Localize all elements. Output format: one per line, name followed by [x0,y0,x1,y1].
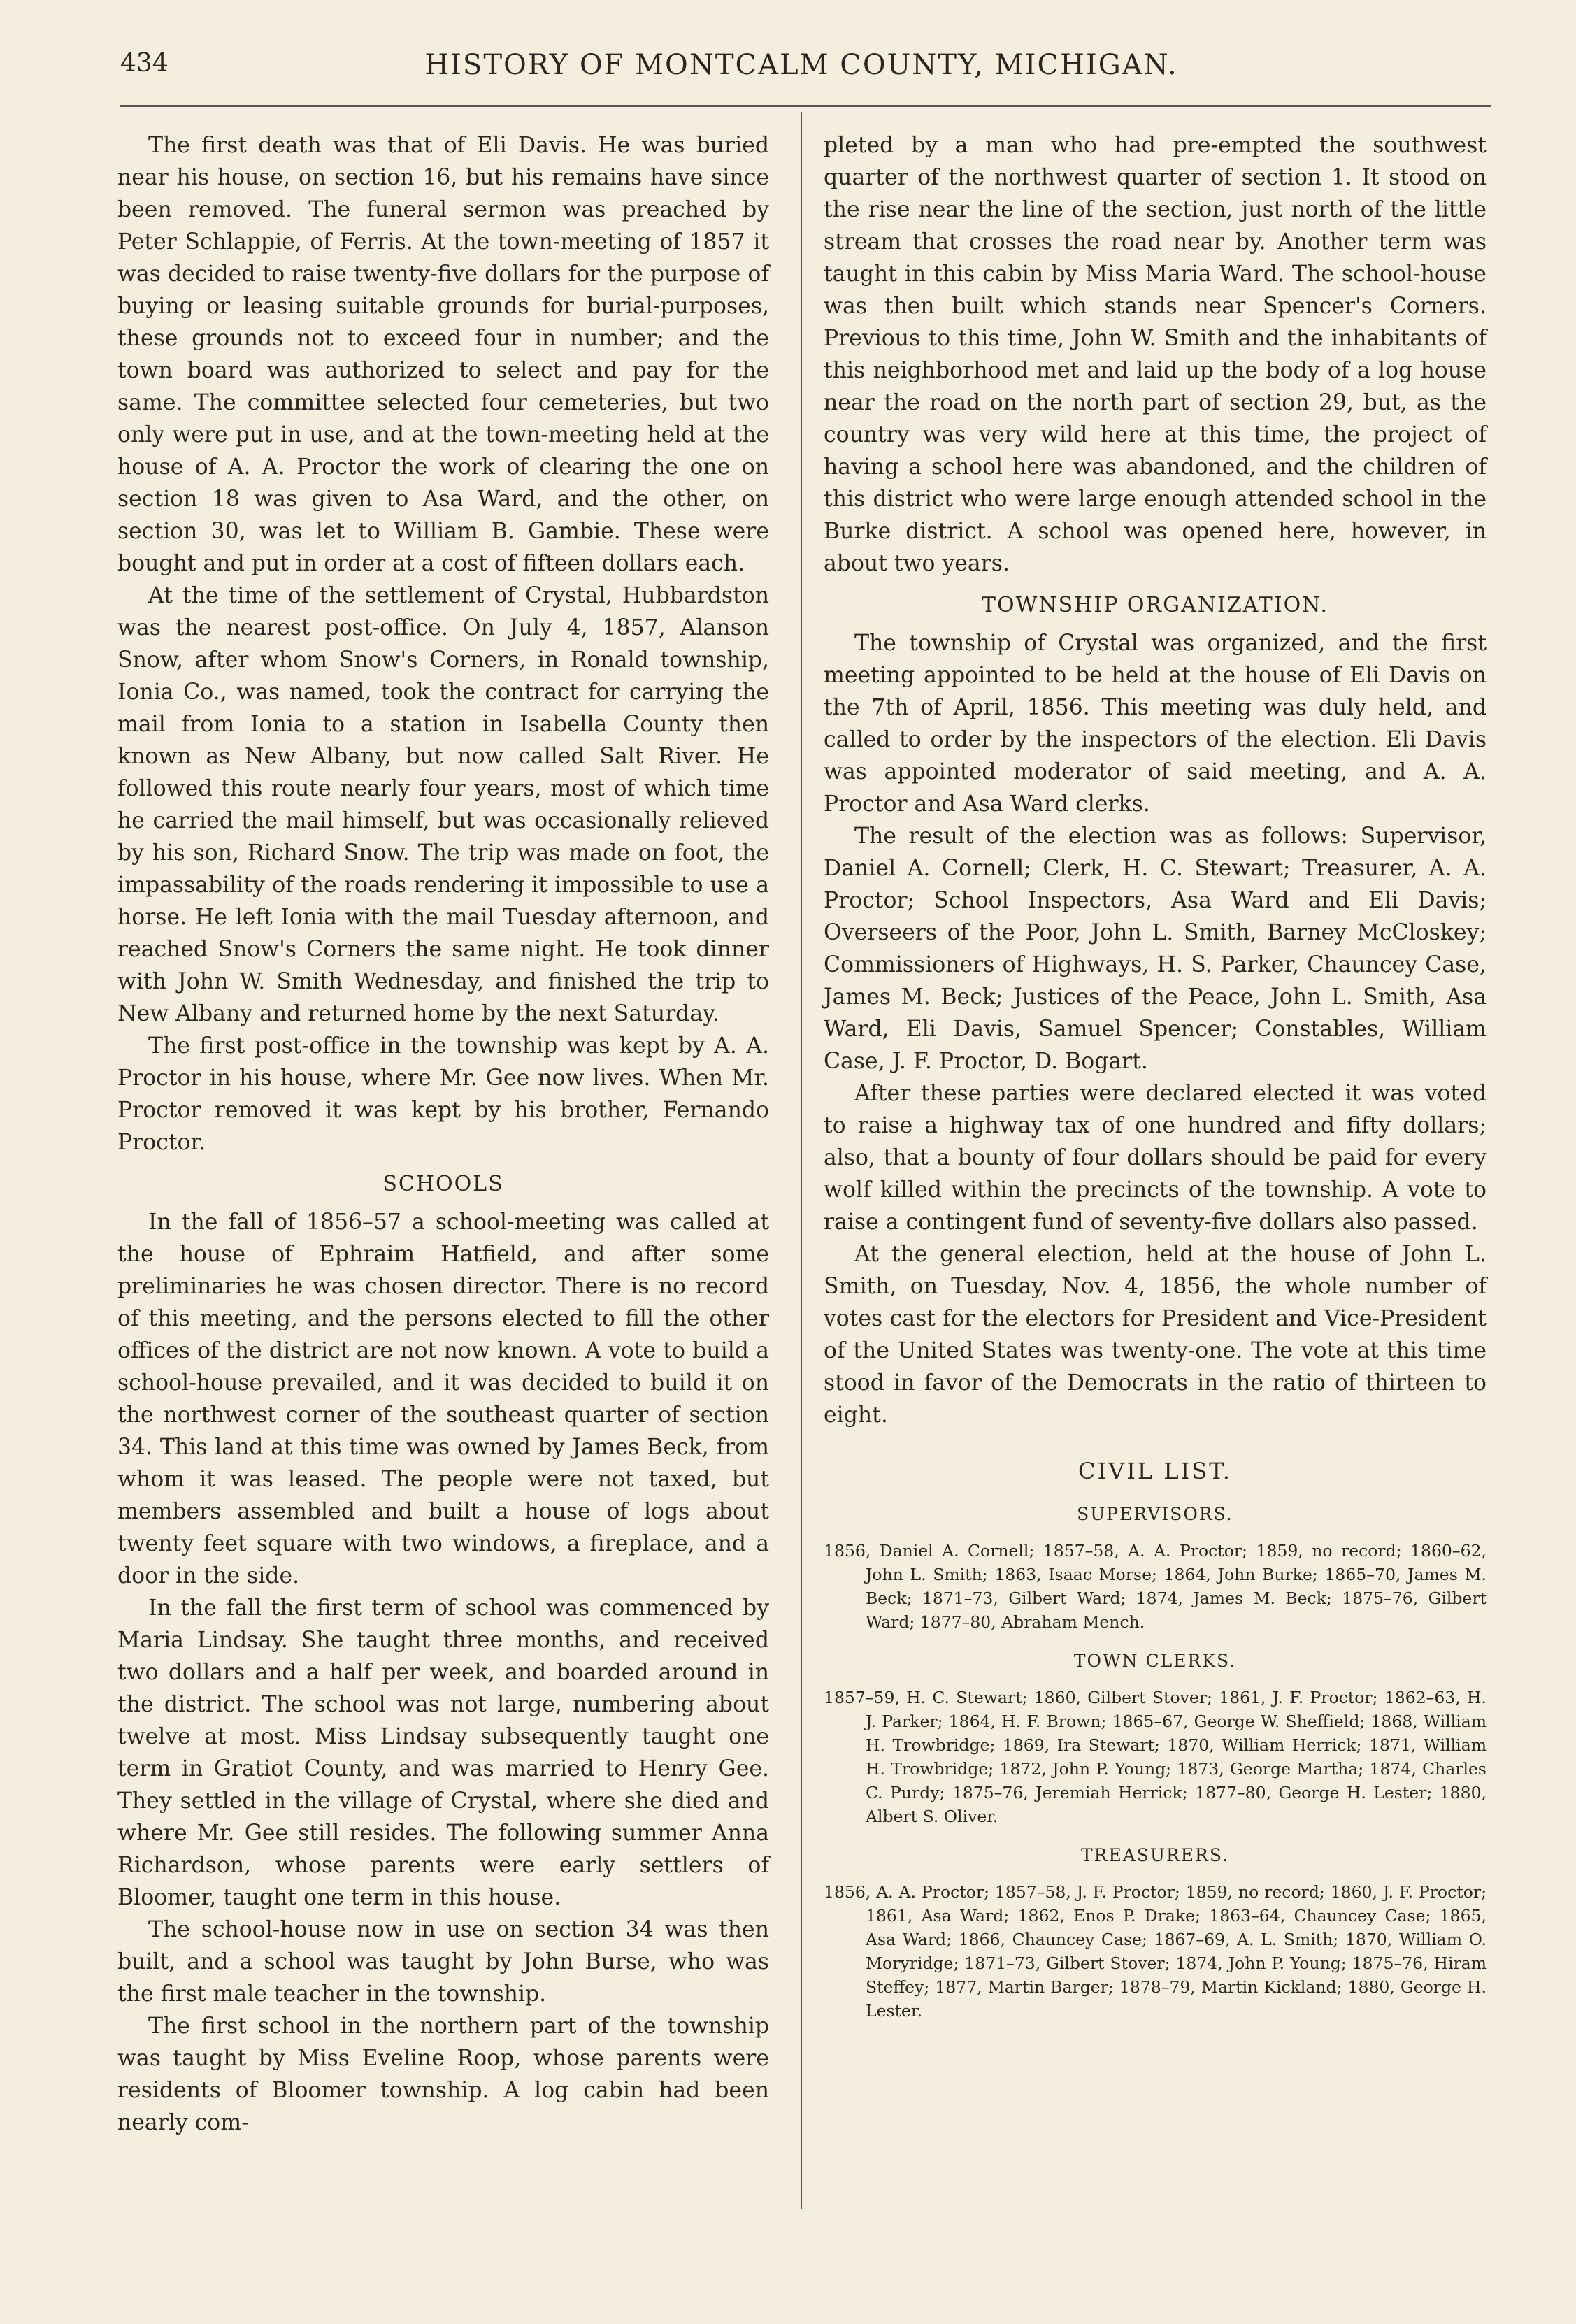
column-divider [801,112,802,2209]
treasurers-list: 1856, A. A. Proctor; 1857–58, J. F. Proctor; 1859, no record; 1860, J. F. Proctor; 1861, Asa Ward; 1862, Enos P. Drake; 1863–64, Chauncey Case; 1865, Asa Ward; 1866, Chauncey Case; 1867–69, A. L. Smith; 1870, William O. Moryridge; 1871–73, Gilbert Stover; 1874, John P. Young; 1875–76, Hiram Steffey; 1877, Martin Barger; 1878–79, Martin Kickland; 1880, George H. Lester. [824,1882,1487,2021]
paragraph-post-office: The first post-office in the township was kept by A. A. Proctor in his house, where Mr. Gee now lives. When Mr. Proctor removed it was kept by his brother, Fernando Proctor. [117,1033,769,1155]
paragraph-school-meeting: In the fall of 1856–57 a school-meeting was called at the house of Ephraim Hatfield, and after some preliminaries he was chosen director. There is no record of this meeting, and the persons elected to fill the other offices of the district are not now known. A vote to build a school-house prevailed, and it was decided to build it on the northwest corner of the southeast quarter of section 34. This land at this time was owned by James Beck, from whom it was leased. The people were not taxed, but members assembled and built a house of logs about twenty feet square with two windows, a fireplace, and a door in the side. [117,1210,769,1588]
paragraph-log-cabin: pleted by a man who had pre-empted the southwest quarter of the northwest quarter of section 1. It stood on the rise near the line of the section, just north of the little stream that crosses the road near by. Another term was taught in this cabin by Miss Maria Ward. The school-house was then built which stands near Spencer's Corners. Previous to this time, John W. Smith and the inhabitants of this neighborhood met and laid up the body of a log house near the road on the north part of section 29, but, as the country was very wild here at this time, the project of having a school here was abandoned, and the children of this district who were large enough attended school in the Burke district. A school was opened here, however, in about two years. [824,133,1487,576]
paragraph-northern-school: The first school in the northern part of the township was taught by Miss Eveline Roop, whose parents were residents of Bloomer township. A log cabin had been nearly com- [117,2014,769,2135]
paragraph-highway-tax: After these parties were declared elected it was voted to raise a highway tax of one hundred and fifty dollars; also, that a bounty of four dollars should be paid for every wolf killed within the precincts of the township. A vote to raise a contingent fund of seventy-five dollars also passed. [824,1081,1487,1235]
page-header [120,49,1482,91]
paragraph-organization: The township of Crystal was organized, and the first meeting appointed to be held at the house of Eli Davis on the 7th of April, 1856. This meeting was duly held, and called to order by the inspectors of the election. Eli Davis was appointed moderator of said meeting, and A. A. Proctor and Asa Ward clerks. [824,631,1487,817]
right-column [824,129,1487,2030]
supervisors-heading: SUPERVISORS. [1077,1504,1233,1524]
town-clerks-list: 1857–59, H. C. Stewart; 1860, Gilbert Stover; 1861, J. F. Proctor; 1862–63, H. J. Parker; 1864, H. F. Brown; 1865–67, George W. Sheffield; 1868, William H. Trowbridge; 1869, Ira Stewart; 1870, William Herrick; 1871, William H. Trowbridge; 1872, John P. Young; 1873, George Martha; 1874, Charles C. Purdy; 1875–76, Jeremiah Herrick; 1877–80, George H. Lester; 1880, Albert S. Oliver. [824,1688,1487,1826]
paragraph-post-route: At the time of the settlement of Crystal, Hubbardston was the nearest post-office. On July 4, 1857, Alanson Snow, after whom Snow's Corners, in Ronald township, Ionia Co., was named, took the contract for carrying the mail from Ionia to a station in Isabella County then known as New Albany, but now called Salt River. He followed this route nearly four years, most of which time he carried the mail himself, but was occasionally relieved by his son, Richard Snow. The trip was made on foot, the impassability of the roads rendering it impossible to use a horse. He left Ionia with the mail Tuesday afternoon, and reached Snow's Corners the same night. He took dinner with John W. Smith Wednesday, and finished the trip to New Albany and returned home by the next Saturday. [117,583,769,1026]
running-title: HISTORY OF MONTCALM COUNTY, MICHIGAN. [424,49,1178,81]
civil-list-heading: CIVIL LIST. [1078,1458,1232,1484]
left-column [117,129,769,2139]
town-clerks-heading: TOWN CLERKS. [1073,1651,1237,1671]
paragraph-first-death: The first death was that of Eli Davis. He was buried near his house, on section 16, but his remains have since been removed. The funeral sermon was preached by Peter Schlappie, of Ferris. At the town-meeting of 1857 it was decided to raise twenty-five dollars for the purpose of buying or leasing suitable grounds for burial-purposes, these grounds not to exceed four in number; and the town board was authorized to select and pay for the same. The committee selected four cemeteries, but two only were put in use, and at the town-meeting held at the house of A. A. Proctor the work of clearing the one on section 18 was given to Asa Ward, and the other, on section 30, was let to William B. Gambie. These were bought and put in order at a cost of fifteen dollars each. [117,133,769,576]
paragraph-school-house: The school-house now in use on section 34 was then built, and a school was taught by John Burse, who was the first male teacher in the township. [117,1917,769,2007]
supervisors-list: 1856, Daniel A. Cornell; 1857–58, A. A. Proctor; 1859, no record; 1860–62, John L. Smith; 1863, Isaac Morse; 1864, John Burke; 1865–70, James M. Beck; 1871–73, Gilbert Ward; 1874, James M. Beck; 1875–76, Gilbert Ward; 1877–80, Abraham Mench. [824,1541,1487,1632]
schools-heading: SCHOOLS [382,1172,504,1196]
township-organization-heading: TOWNSHIP ORGANIZATION. [981,593,1329,617]
page-number: 434 [120,49,169,78]
treasurers-heading: TREASURERS. [1080,1845,1230,1865]
header-rule [120,105,1491,107]
paragraph-general-election: At the general election, held at the house of John L. Smith, on Tuesday, Nov. 4, 1856, the whole number of votes cast for the electors for President and Vice-President of the United States was twenty-one. The vote at this time stood in favor of the Democrats in the ratio of thirteen to eight. [824,1242,1487,1428]
paragraph-election-result: The result of the election was as follows: Supervisor, Daniel A. Cornell; Clerk, H. C. Stewart; Treasurer, A. A. Proctor; School Inspectors, Asa Ward and Eli Davis; Overseers of the Poor, John L. Smith, Barney McCloskey; Commissioners of Highways, H. S. Parker, Chauncey Case, James M. Beck; Justices of the Peace, John L. Smith, Asa Ward, Eli Davis, Samuel Spencer; Constables, William Case, J. F. Proctor, D. Bogart. [824,824,1487,1074]
paragraph-first-term: In the fall the first term of school was commenced by Maria Lindsay. She taught three months, and received two dollars and a half per week, and boarded around in the district. The school was not large, numbering about twelve at most. Miss Lindsay subsequently taught one term in Gratiot County, and was married to Henry Gee. They settled in the village of Crystal, where she died and where Mr. Gee still resides. The following summer Anna Richardson, whose parents were early settlers of Bloomer, taught one term in this house. [117,1595,769,1910]
